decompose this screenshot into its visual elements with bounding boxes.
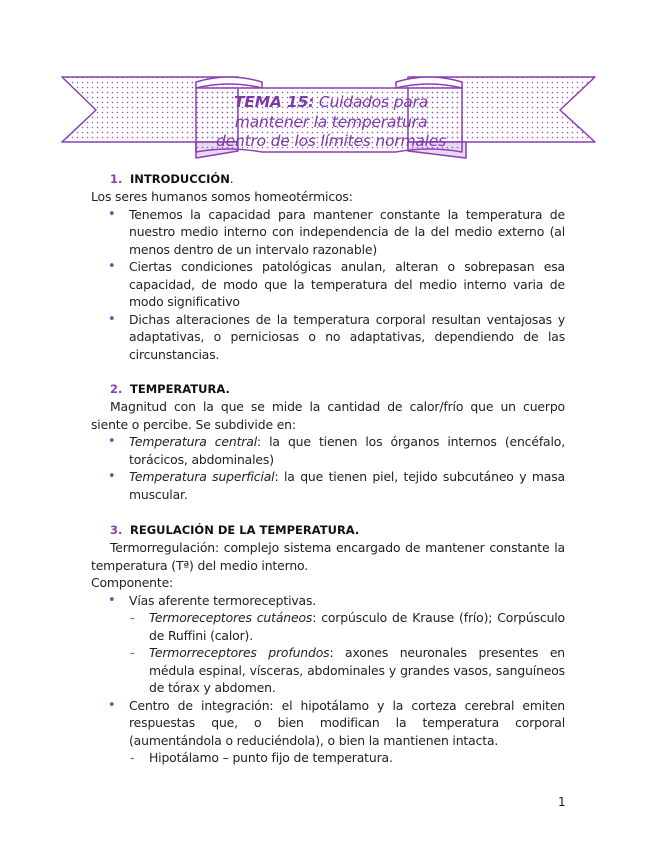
term: Temperatura central [129, 434, 257, 449]
section-heading-introduccion [91, 170, 565, 188]
list-item [129, 468, 565, 503]
intro-lead-paragraph: Los seres humanos somos homeotérmicos: [91, 189, 353, 204]
list-item [129, 592, 565, 697]
title-line-1: Cuidados para [318, 93, 429, 111]
list-item: • Ciertas condiciones patológicas anulan, alteran o sobrepasan esa capacidad, de modo que la temperatura del medio interno varia de modo significativo [129, 258, 565, 311]
section-number: 2. [110, 382, 123, 396]
title-line-3: dentro de los límites normales [216, 132, 446, 150]
definition: : axones neuronales presentes en médula espinal, vísceras, abdominales y grandes vasos, sanguíneos de tórax y abdomen. [149, 645, 565, 695]
regulacion-bullet-list [91, 592, 565, 767]
componente-label: Componente: [91, 575, 174, 590]
section-number: 3. [110, 523, 123, 537]
definition: : corpúsculo de Krause (frío); Corpúsculo de Ruffini (calor). [149, 610, 565, 643]
bullet-text: Centro de integración: el hipotálamo y la corteza cerebral emiten respuestas que, o bien modifican la temperatura corporal (aumentándola o reduciéndola), o bien la mantienen intacta. [129, 697, 565, 748]
list-item: • Tenemos la capacidad para mantener constante la temperatura de nuestro medio interno con independencia de la del medio externo (al menos dentro de un intervalo razonable) [129, 206, 565, 259]
term: Termorreceptores profundos [149, 645, 330, 660]
topic-label: TEMA 15: [233, 93, 315, 111]
temperatura-paragraph: Magnitud con la que se mide la cantidad de calor/frío que un cuerpo siente o percibe. Se subdivide en: [91, 399, 565, 432]
page-title [196, 93, 466, 152]
title-banner [0, 0, 655, 170]
list-item [129, 697, 565, 767]
list-item: • Dichas alteraciones de la temperatura corporal resultan ventajosas y adaptativas, o perniciosas o no adaptativas, dependiendo de las circunstancias. [129, 311, 565, 364]
bullet-text: Vías aferente termoreceptivas. [129, 592, 317, 608]
sub-list [129, 749, 565, 767]
sub-list-item [149, 644, 565, 697]
sub-list [129, 609, 565, 697]
sub-list-item: - Hipotálamo – punto fijo de temperatura. [149, 749, 565, 767]
list-item [129, 433, 565, 468]
definition: : la que tienen los órganos internos (encéfalo, torácicos, abdominales) [129, 434, 565, 467]
section-title: INTRODUCCIÓN [130, 172, 230, 186]
heading-suffix: . [229, 172, 234, 186]
document-body [91, 170, 565, 767]
title-line-2: mantener la temperatura [234, 112, 428, 131]
term: Termoreceptores cutáneos [149, 610, 313, 625]
sub-list-item [149, 609, 565, 644]
temperatura-bullet-list [91, 433, 565, 503]
section-heading-regulacion [91, 521, 565, 539]
regulacion-paragraph: Termorregulación: complejo sistema encargado de mantener constante la temperatura (Tª) del medio interno. [91, 540, 565, 573]
section-heading-temperatura [91, 380, 565, 398]
section-title: REGULACIÓN DE LA TEMPERATURA. [130, 523, 360, 537]
section-number: 1. [110, 172, 123, 186]
intro-bullet-list [91, 206, 565, 364]
page-number: 1 [558, 795, 566, 809]
term: Temperatura superficial [129, 469, 275, 484]
definition: : la que tienen piel, tejido subcutáneo y masa muscular. [129, 469, 565, 502]
section-title: TEMPERATURA. [130, 382, 230, 396]
